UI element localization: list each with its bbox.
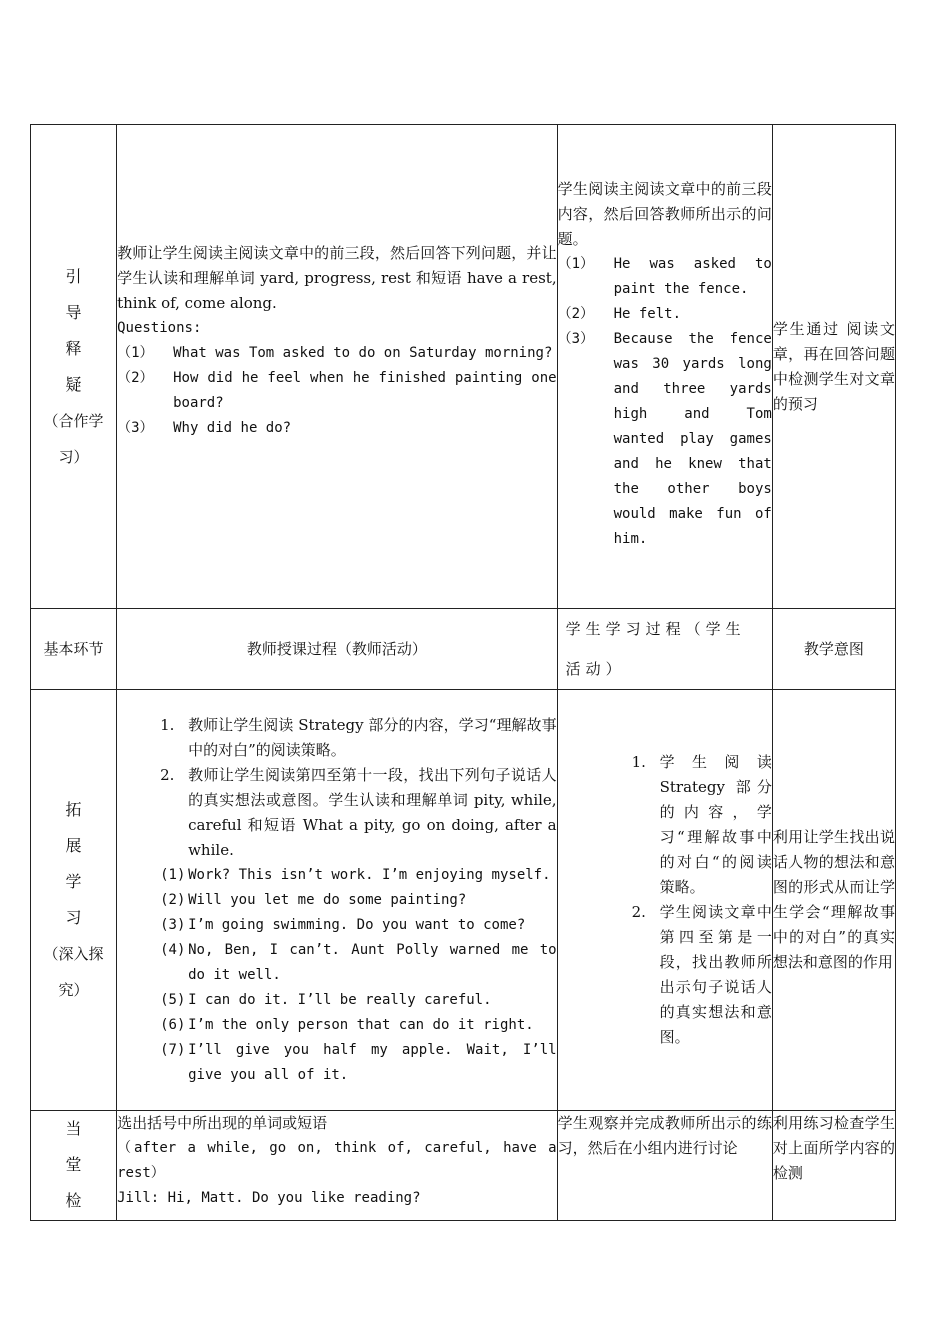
- list-item: 1. 学生阅读 Strategy 部分的内容，学习“理解故事中的对白“的阅读策略。: [631, 753, 772, 896]
- stage-char: 习: [65, 908, 82, 927]
- student-activity-check: [557, 1111, 772, 1221]
- lesson-plan-table: [30, 124, 896, 1221]
- list-item: （3） Why did he do?: [117, 420, 292, 436]
- teacher-intro: 教师让学生阅读主阅读文章中的前三段，然后回答下列问题，并让学生认读和理解单词 yard, progress, rest 和短语 have a rest, think of, come along.: [117, 244, 557, 312]
- stage-sub: 习）: [58, 447, 89, 466]
- student-steps: [632, 750, 772, 1050]
- stage-char: 检: [65, 1191, 82, 1210]
- answers-list: [558, 252, 772, 552]
- intent-text: 利用练习检查学生对上面所学内容的检测: [772, 1114, 895, 1182]
- list-item: (3) I’m going swimming. Do you want to come?: [160, 916, 526, 933]
- header-student: [557, 609, 772, 690]
- list-item: (1) Work? This isn’t work. I’m enjoying myself.: [160, 866, 551, 883]
- list-item: （1） He was asked to paint the fence.: [557, 256, 772, 297]
- list-item: （3） Because the fence was 30 yards long and three yards high and Tom wanted play games and he knew that the other boys would make fun of him.: [557, 331, 772, 547]
- row-check: [31, 1111, 896, 1221]
- header-stage: 基本环节: [31, 609, 117, 690]
- questions-list: [117, 341, 557, 441]
- student-activity-extend: [557, 690, 772, 1111]
- exercise-title: 选出括号中所出现的单词或短语: [117, 1114, 328, 1132]
- stage-char: 引: [65, 266, 82, 286]
- stage-sub: （合作学: [43, 411, 104, 430]
- stage-char: 堂: [65, 1155, 82, 1174]
- intent-text: 利用让学生找出说话人物的想法和意图的形式从而让学生学会“理解故事中的对白”的真实想法和意图的作用: [772, 828, 895, 971]
- list-item: (2) Will you let me do some painting?: [160, 891, 467, 908]
- teacher-activity-guide: [117, 125, 558, 609]
- stage-char: 导: [65, 302, 82, 322]
- questions-label: Questions:: [117, 320, 202, 336]
- student-intro: 学生阅读主阅读文章中的前三段内容，然后回答教师所出示的问题。: [557, 180, 772, 248]
- stage-char: 释: [65, 338, 82, 358]
- stage-char: 疑: [65, 374, 82, 394]
- student-activity-guide: [557, 125, 772, 609]
- list-item: (5) I can do it. I’ll be really careful.: [160, 991, 492, 1008]
- list-item: （2） How did he feel when he finished painting one board?: [117, 370, 557, 411]
- intent-guide: [772, 125, 895, 609]
- stage-char: 学: [65, 872, 82, 891]
- word-bank: （after a while, go on, think of, careful, have a rest）: [117, 1140, 557, 1181]
- dialogue-line: Jill: Hi, Matt. Do you like reading?: [117, 1190, 421, 1206]
- list-item: 2. 教师让学生阅读第四至第十一段，找出下列句子说话人的真实想法或意图。学生认读和理解单词 pity, while, careful 和短语 What a pity, go on doing, after a while.: [160, 765, 557, 859]
- list-item: (7) I’ll give you half my apple. Wait, I’ll give you all of it.: [160, 1041, 557, 1083]
- list-item: （2） He felt.: [557, 306, 682, 322]
- list-item: （1） What was Tom asked to do on Saturday morning?: [117, 345, 553, 361]
- list-item: 2. 学生阅读文章中第四至第是一段，找出教师所出示句子说话人的真实想法和意图。: [631, 903, 772, 1046]
- header-student-text: 学生学习过程（学生活动）: [565, 620, 746, 678]
- intent-check: [772, 1111, 895, 1221]
- stage-sub: 究）: [58, 981, 89, 999]
- intent-text: 学生通过 阅读文章，再在回答问题中检测学生对文章的预习: [772, 319, 895, 413]
- stage-check: [31, 1111, 117, 1221]
- list-item: (6) I’m the only person that can do it right.: [160, 1016, 534, 1033]
- sentences-list: [160, 863, 557, 1088]
- stage-char: 拓: [65, 800, 82, 819]
- stage-sub: （深入探: [43, 945, 104, 963]
- teacher-activity-extend: [117, 690, 558, 1111]
- list-item: (4) No, Ben, I can’t. Aunt Polly warned me to do it well.: [160, 941, 557, 983]
- header-intent: 教学意图: [772, 609, 895, 690]
- teacher-activity-check: [117, 1111, 558, 1221]
- stage-guide: [31, 125, 117, 609]
- row-extend: [31, 690, 896, 1111]
- list-item: 1. 教师让学生阅读 Strategy 部分的内容，学习“理解故事中的对白”的阅读策略。: [160, 715, 557, 759]
- intent-extend: [772, 690, 895, 1111]
- stage-extend: [31, 690, 117, 1111]
- stage-char: 展: [65, 836, 82, 855]
- teacher-steps: [160, 713, 557, 863]
- student-text: 学生观察并完成教师所出示的练习，然后在小组内进行讨论: [557, 1114, 772, 1157]
- row-guide: [31, 125, 896, 609]
- header-teacher: 教师授课过程（教师活动）: [117, 609, 558, 690]
- header-row: [31, 609, 896, 690]
- stage-char: 当: [65, 1119, 82, 1138]
